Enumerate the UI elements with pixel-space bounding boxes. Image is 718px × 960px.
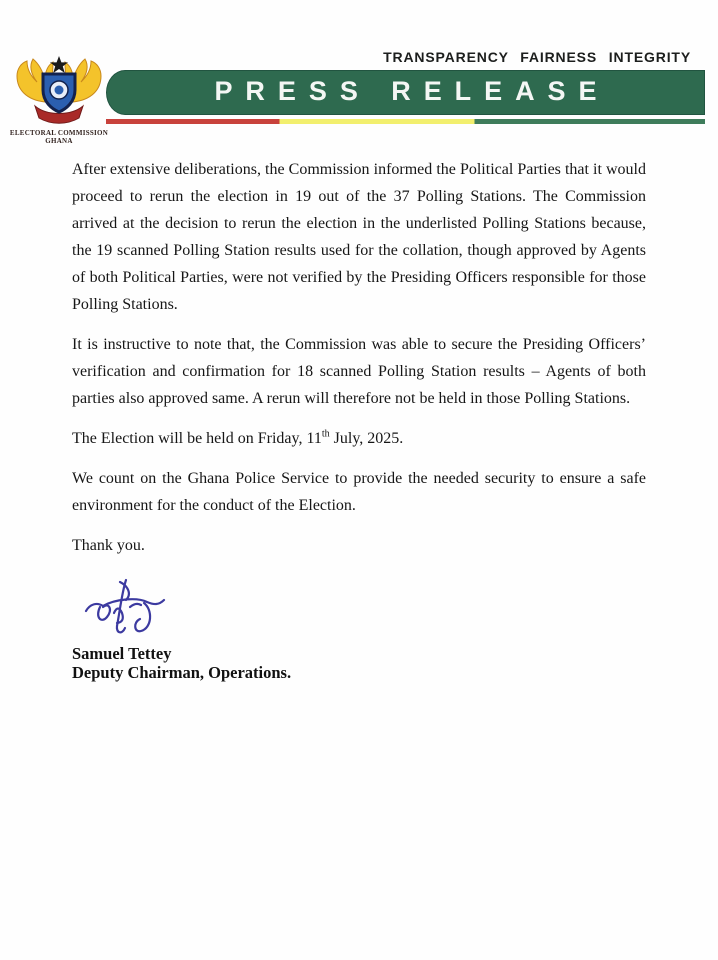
press-release-banner: [106, 70, 705, 115]
ghana-tricolor-stripe: [106, 119, 705, 124]
banner-title: PRESS RELEASE: [214, 76, 610, 106]
signoff-block: [72, 644, 646, 682]
signatory-title: Deputy Chairman, Operations.: [72, 663, 292, 682]
motto-text: TRANSPARENCY FAIRNESS INTEGRITY: [383, 49, 691, 65]
paragraph-rerun-decision: After extensive deliberations, the Commission informed the Political Parties that it would proceed to rerun the election in 19 out of the 37 Polling Stations. The Commission arrived at the decision to rerun the election in the underlisted Polling Stations because, the 19 scanned Polling Station results used for the collation, though approved by Agents of both Political Parties, were not verified by the Presiding Officers responsible for those Polling Stations.: [72, 161, 646, 313]
paragraph-no-rerun: It is instructive to note that, the Commission was able to secure the Presiding Officers’ verification and confirmation for 18 scanned Polling Station results – Agents of both parties also approved same. A rerun will therefore not be held in those Polling Stations.: [72, 336, 646, 407]
logo-caption-line2: GHANA: [45, 137, 73, 145]
ec-ghana-logo: [5, 54, 113, 145]
coat-of-arms-icon: [5, 54, 113, 128]
election-date-prefix: The Election will be held on Friday, 11: [72, 430, 322, 447]
document-body: [72, 156, 646, 682]
signature-ink-icon: [80, 627, 172, 644]
closing-thanks: Thank you.: [72, 537, 145, 554]
election-date-suffix: July, 2025.: [329, 430, 404, 447]
paragraph-election-date: [72, 425, 646, 452]
election-date-ordinal: th: [321, 428, 330, 440]
paragraph-police-security: We count on the Ghana Police Service to provide the needed security to ensure a safe environment for the conduct of the Election.: [72, 470, 646, 514]
signature-scribble: [80, 576, 172, 640]
logo-caption-line1: ELECTORAL COMMISSION: [9, 129, 109, 137]
signatory-name: Samuel Tettey: [72, 644, 172, 663]
